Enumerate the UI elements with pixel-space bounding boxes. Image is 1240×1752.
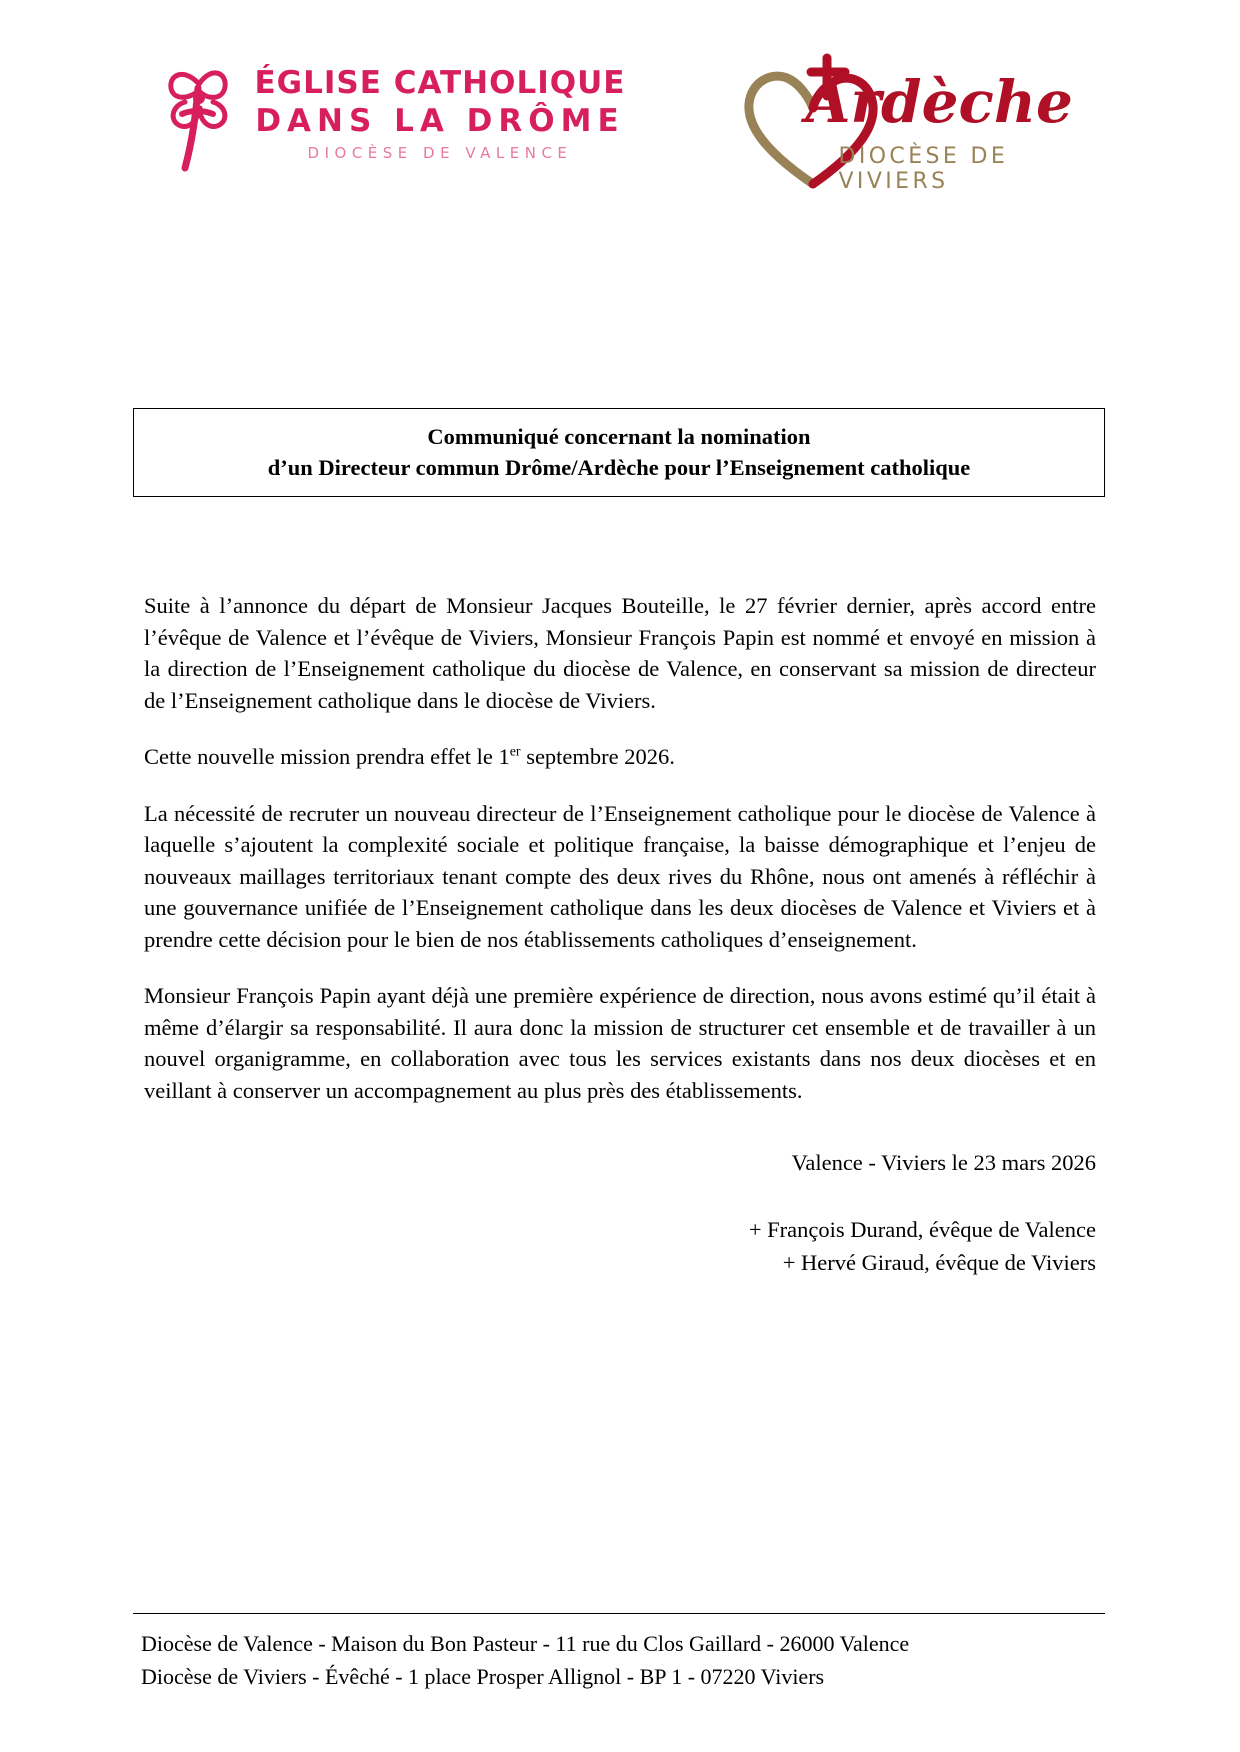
logo-valence-wordmark [254, 64, 626, 162]
signer-1: + François Durand, évêque de Valence [748, 1217, 1096, 1242]
signature-place-date: Valence - Viviers le 23 mars 2026 [791, 1150, 1096, 1175]
signer-2: + Hervé Giraud, évêque de Viviers [782, 1249, 1096, 1275]
paragraph-2 [144, 741, 1096, 773]
paragraph-4: Monsieur François Papin ayant déjà une première expérience de direction, nous avons estimé qu’il était à même d’élargir sa responsabilité. Il aura donc la mission de structurer cet ensemble et de travailler à un nouvel organigramme, en collaboration avec tous les services existants dans nos deux diocèses et en veillant à conserver un accompagnement au plus près des établissements. [144, 983, 1096, 1103]
header-logos [0, 40, 1240, 230]
paragraph-2-after: septembre 2026. [520, 744, 675, 769]
logo-viviers-subtitle: DIOCÈSE DE VIVIERS [838, 144, 1009, 194]
footer-divider [133, 1613, 1105, 1614]
document-title-box [133, 408, 1105, 497]
flower-cross-icon [155, 54, 241, 174]
logo-valence-line2: DANS LA DRÔME [255, 102, 625, 139]
paragraph-2-ordinal: er [509, 744, 521, 760]
paragraph-2-before: Cette nouvelle mission prendra effet le 1 [144, 744, 510, 769]
footer-line-2: Diocèse de Viviers - Évêché - 1 place Prosper Allignol - BP 1 - 07220 Viviers [141, 1664, 825, 1690]
logo-viviers-wordmark: Ardèche [805, 68, 1073, 136]
page-title-line2: d’un Directeur commun Drôme/Ardèche pour l’Enseignement catholique [267, 455, 971, 481]
page-title-line1: Communiqué concernant la nomination [427, 424, 811, 449]
logo-diocese-viviers [735, 40, 1085, 225]
footer-line-1: Diocèse de Valence - Maison du Bon Pasteur - 11 rue du Clos Gaillard - 26000 Valence [141, 1631, 910, 1656]
paragraph-1: Suite à l’annonce du départ de Monsieur Jacques Bouteille, le 27 février dernier, après accord entre l’évêque de Valence et l’évêque de Viviers, Monsieur François Papin est nommé et envoyé en mission à la direction de l’Enseignement catholique du diocèse de Valence, en conservant sa mission de directeur de l’Enseignement catholique dans le diocèse de Viviers. [144, 593, 1096, 713]
document-body [144, 590, 1096, 1106]
logo-valence-line1: ÉGLISE CATHOLIQUE [254, 64, 626, 101]
paragraph-3: La nécessité de recruter un nouveau directeur de l’Enseignement catholique pour le diocèse de Valence à laquelle s’ajoutent la complexité sociale et politique française, la baisse démographique et l’enjeu de nouveaux maillages territoriaux tenant compte des deux rives du Rhône, nous ont amenés à réfléchir à une gouvernance unifiée de l’Enseignement catholique dans les deux diocèses de Valence et Viviers et à prendre cette décision pour le bien de nos établissements catholiques d’enseignement. [144, 800, 1096, 952]
logo-valence-line3: DIOCÈSE DE VALENCE [307, 143, 573, 162]
signature-block [144, 1214, 1096, 1279]
page-footer [141, 1627, 1121, 1694]
logo-diocese-valence [155, 54, 626, 174]
